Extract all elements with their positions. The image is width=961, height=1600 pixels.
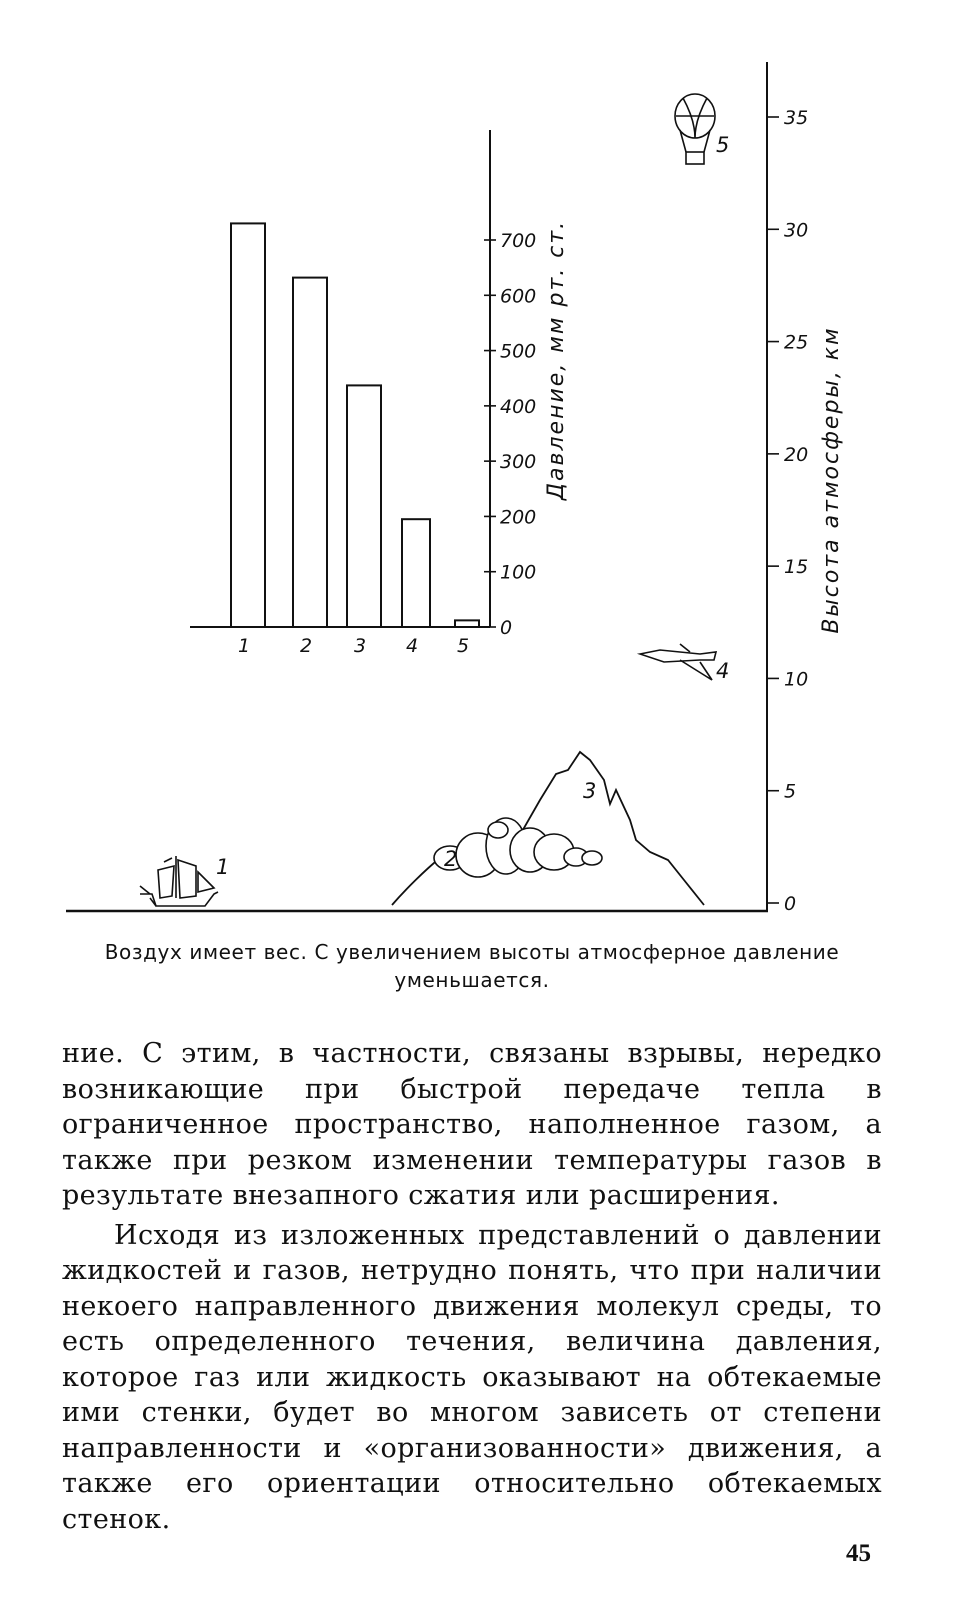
object-label-2: 2 [444,847,458,871]
pressure-tick-label: 600 [500,285,537,308]
paragraph-1: ние. С этим, в частности, связаны взрывы, нередко возникающие при быстрой передаче тепла в ограниченное пространство, наполненное газом, а также при резком изменении температуры газов в результате внезапного сжатия или расширения. [62,1038,882,1211]
altitude-tick-label: 10 [784,668,809,691]
bar-category-label: 4 [406,635,419,657]
altitude-ticks-group [767,107,808,915]
clouds-icon [434,818,602,877]
pressure-tick-label: 300 [500,451,537,474]
bar-5 [455,620,479,627]
altitude-tick-label: 25 [784,331,809,354]
bar-2 [293,278,327,627]
pressure-tick-label: 100 [500,561,537,584]
bar-1 [231,223,265,627]
altitude-tick-label: 35 [784,107,809,129]
object-label-3: 3 [583,779,597,803]
pressure-tick-label: 200 [500,506,537,529]
bars-group [231,223,479,627]
altitude-tick-label: 15 [784,556,809,579]
sailing-ship-icon [140,856,218,906]
figure-caption: Воздух имеет вес. С увеличением высоты атмосферное давление уменьшается. [104,940,840,992]
bar-category-label: 3 [354,635,367,657]
altitude-axis-title: Высота атмосферы, км [819,326,844,634]
bar-category-label: 5 [457,635,470,657]
pressure-axis-title: Давление, мм рт. ст. [544,219,569,501]
pressure-tick-label: 700 [500,230,537,252]
mountain-peak-icon [392,752,704,905]
altitude-tick-label: 30 [784,219,809,242]
bar-category-label: 1 [238,635,251,657]
airplane-icon [640,644,716,680]
bar-category-label: 2 [300,635,313,657]
pressure-ticks-group [484,230,536,639]
paragraph-2: Исходя из изложенных представлений о давлении жидкостей и газов, нетрудно понять, что при наличии некоего направленного движения молекул среды, то есть определенного течения, величина давления, которое газ или жидкость оказывают на обтекаемые ими стенки, будет во многом зависеть от степени направленности и «организованности» движения, а также его ориентации относительно обтекаемых стенок. [62,1219,882,1535]
pressure-tick-label: 400 [500,395,537,418]
object-label-4: 4 [716,659,730,683]
object-label-5: 5 [716,133,730,157]
bar-4 [402,519,430,627]
altitude-tick-label: 5 [784,780,797,803]
bar-3 [347,385,381,627]
object-label-1: 1 [216,855,230,879]
balloon-icon [675,94,715,164]
pressure-tick-label: 500 [500,340,537,363]
altitude-tick-label: 0 [784,893,797,915]
altitude-tick-label: 20 [784,443,809,466]
page-number: 45 [846,1540,871,1567]
body-text [62,1036,882,1537]
bar-category-labels [238,635,469,657]
pressure-tick-label: 0 [500,617,513,639]
